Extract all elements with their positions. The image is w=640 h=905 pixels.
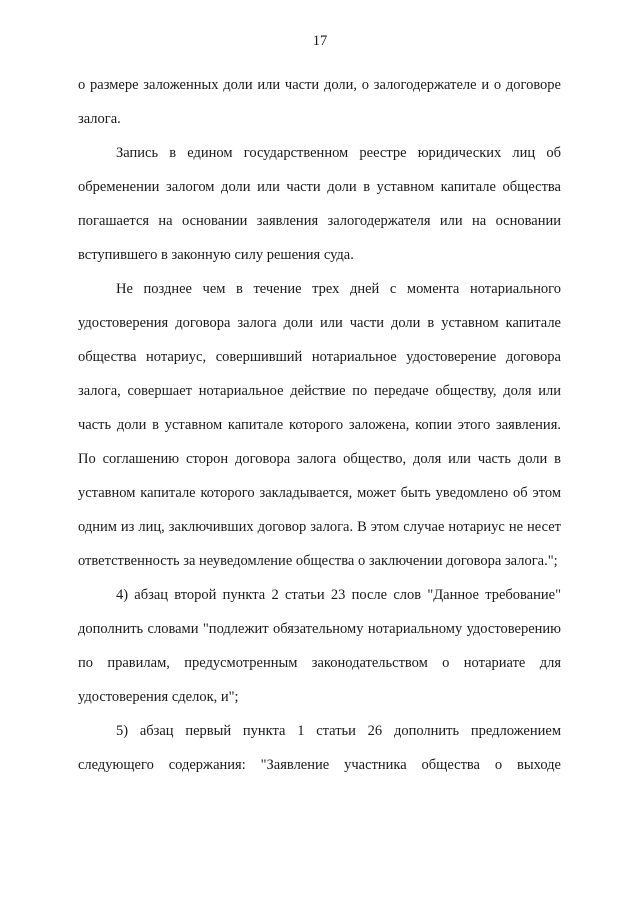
page-number: 17 — [312, 33, 328, 49]
paragraph-1: о размере заложенных доли или части доли, о залогодержателе и о договоре залога. — [78, 77, 561, 127]
paragraph-5: 5) абзац первый пункта 1 статьи 26 дополнить предложением следующего содержания: "Заявление участника общества о выходе — [78, 723, 561, 773]
paragraph-4: 4) абзац второй пункта 2 статьи 23 после слов "Данное требование" дополнить словами "подлежит обязательному нотариальному удостоверению по правилам, предусмотренным законодательством о нотариате для удостоверения сделок, и"; — [78, 587, 561, 705]
document-body — [78, 68, 561, 782]
paragraph-3: Не позднее чем в течение трех дней с момента нотариального удостоверения договора залога доли или части доли в уставном капитале общества нотариус, совершивший нотариальное удостоверение договора залога, совершает нотариальное действие по передаче обществу, доля или часть доли в уставном капитале которого заложена, копии этого заявления. По соглашению сторон договора залога общество, доля или часть доли в уставном капитале которого закладывается, может быть уведомлено об этом одним из лиц, заключивших договор залога. В этом случае нотариус не несет ответственность за неуведомление общества о заключении договора залога."; — [78, 281, 561, 569]
paragraph-2: Запись в едином государственном реестре юридических лиц об обременении залогом доли или части доли в уставном капитале общества погашается на основании заявления залогодержателя или на основании вступившего в законную силу решения суда. — [78, 145, 561, 263]
